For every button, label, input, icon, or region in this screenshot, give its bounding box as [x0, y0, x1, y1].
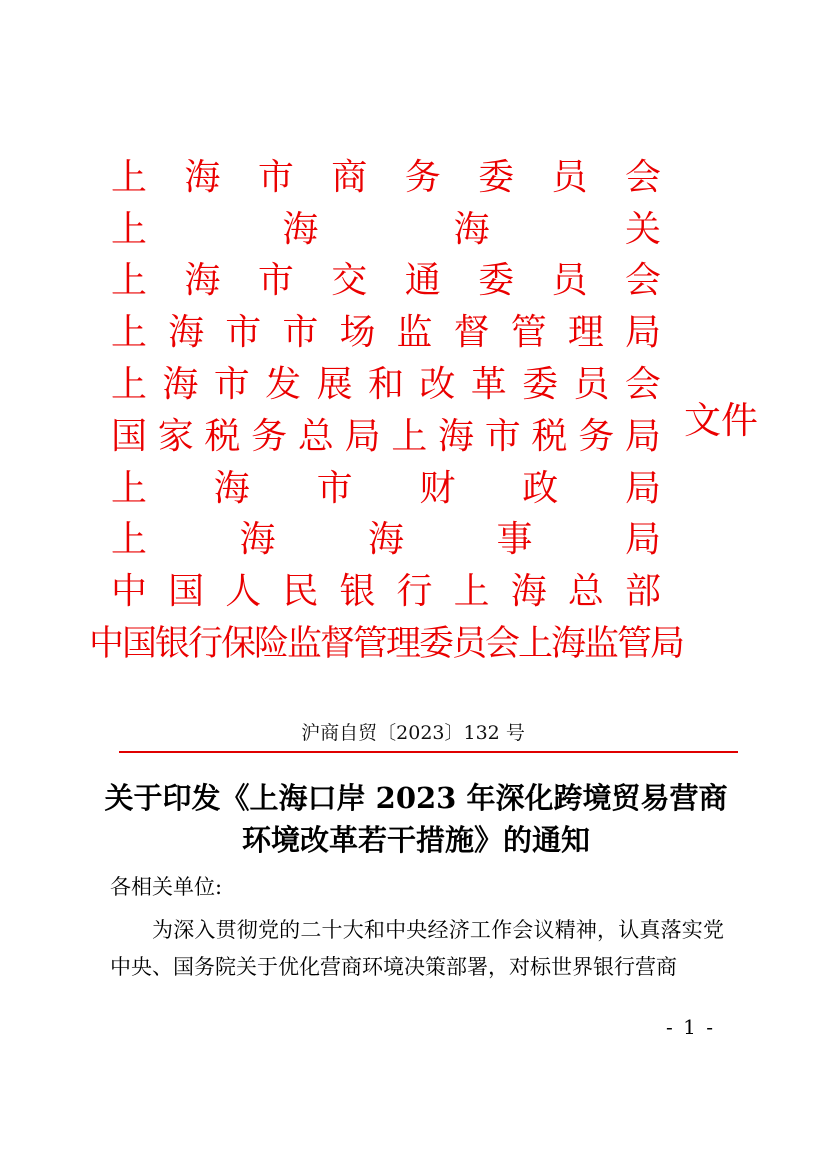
issuer-character: 交	[331, 260, 368, 302]
issuer-character: 理	[567, 312, 604, 354]
issuer-line	[111, 204, 661, 256]
issuer-character: 上	[111, 208, 148, 250]
issuer-character: 海	[213, 467, 250, 509]
issuer-character: 局	[624, 312, 661, 354]
issuer-line	[111, 307, 661, 359]
issuer-character: 员	[573, 364, 610, 406]
issuer-character: 局	[624, 519, 661, 561]
issuer-line	[111, 515, 661, 567]
issuer-character: 市	[316, 467, 353, 509]
issuer-character: 会	[624, 260, 661, 302]
issuer-character: 海	[184, 260, 221, 302]
issuer-character: 海	[239, 519, 276, 561]
issuer-character: 海	[162, 364, 199, 406]
issuer-character: 市	[257, 260, 294, 302]
issuer-line	[111, 566, 661, 618]
issuer-character: 商	[331, 156, 368, 198]
issuer-character: 总	[297, 415, 334, 457]
document-suffix: 文件	[684, 399, 758, 442]
issuer-character: 上	[391, 415, 428, 457]
issuer-character: 委	[478, 260, 515, 302]
red-divider	[119, 751, 738, 753]
issuer-character: 银	[339, 571, 376, 613]
issuer-character: 革	[470, 364, 507, 406]
document-number: 沪商自贸〔2023〕132 号	[301, 722, 525, 744]
issuer-character: 发	[265, 364, 302, 406]
issuer-line	[111, 152, 661, 204]
issuer-character: 总	[567, 571, 604, 613]
issuer-character: 上	[111, 260, 148, 302]
issuer-list	[89, 152, 684, 670]
issuer-character: 督	[453, 312, 490, 354]
issuer-character: 民	[282, 571, 319, 613]
salutation: 各相关单位:	[110, 875, 223, 899]
issuer-character: 政	[522, 467, 559, 509]
issuer-character: 市	[213, 364, 250, 406]
issuer-character: 上	[111, 312, 148, 354]
issuer-character: 人	[225, 571, 262, 613]
issuer-character: 行	[396, 571, 433, 613]
issuer-character: 市	[257, 156, 294, 198]
issuer-line	[111, 411, 661, 463]
issuer-character: 税	[204, 415, 241, 457]
issuer-character: 海	[438, 415, 475, 457]
issuer-character: 海	[282, 208, 319, 250]
issuer-line	[111, 256, 661, 308]
issuer-character: 市	[225, 312, 262, 354]
issuer-character: 务	[404, 156, 441, 198]
issuer-character: 员	[551, 156, 588, 198]
issuer-character: 关	[624, 208, 661, 250]
issuer-line	[111, 463, 661, 515]
issuer-character: 和	[367, 364, 404, 406]
issuer-line	[111, 359, 661, 411]
issuer-character: 上	[111, 364, 148, 406]
issuer-character: 会	[624, 364, 661, 406]
issuer-character: 会	[624, 156, 661, 198]
issuer-character: 海	[453, 208, 490, 250]
issuer-character: 上	[111, 467, 148, 509]
issuer-character: 局	[624, 467, 661, 509]
issuer-character: 海	[168, 312, 205, 354]
issuer-character: 务	[251, 415, 288, 457]
issuer-character: 部	[624, 571, 661, 613]
issuer-character: 上	[453, 571, 490, 613]
issuer-character: 市	[282, 312, 319, 354]
issuer-character: 员	[551, 260, 588, 302]
issuer-character: 展	[316, 364, 353, 406]
issuer-character: 家	[157, 415, 194, 457]
issuer-character: 委	[522, 364, 559, 406]
issuer-character: 改	[419, 364, 456, 406]
issuer-character: 监	[396, 312, 433, 354]
issuer-line: 中国银行保险监督管理委员会上海监管局	[89, 623, 684, 664]
issuer-character: 海	[510, 571, 547, 613]
document-title: 关于印发《上海口岸 2023 年深化跨境贸易营商环境改革若干措施》的通知	[104, 781, 728, 857]
issuer-character: 场	[339, 312, 376, 354]
issuer-character: 通	[404, 260, 441, 302]
issuer-character: 海	[367, 519, 404, 561]
issuer-character: 国	[168, 571, 205, 613]
issuer-character: 税	[531, 415, 568, 457]
issuer-character: 委	[478, 156, 515, 198]
page-number: - 1 -	[666, 1015, 715, 1039]
issuer-character: 国	[111, 415, 148, 457]
issuer-character: 财	[419, 467, 456, 509]
issuer-character: 上	[111, 156, 148, 198]
issuer-character: 市	[484, 415, 521, 457]
issuer-character: 上	[111, 519, 148, 561]
issuer-character: 中	[111, 571, 148, 613]
issuer-character: 管	[510, 312, 547, 354]
issuer-character: 务	[578, 415, 615, 457]
body-paragraph: 为深入贯彻党的二十大和中央经济工作会议精神，认真落实党中央、国务院关于优化营商环境决策部署，对标世界银行营商	[110, 918, 724, 979]
issuer-character: 局	[624, 415, 661, 457]
issuer-character: 局	[344, 415, 381, 457]
issuer-character: 海	[184, 156, 221, 198]
issuer-character: 事	[496, 519, 533, 561]
